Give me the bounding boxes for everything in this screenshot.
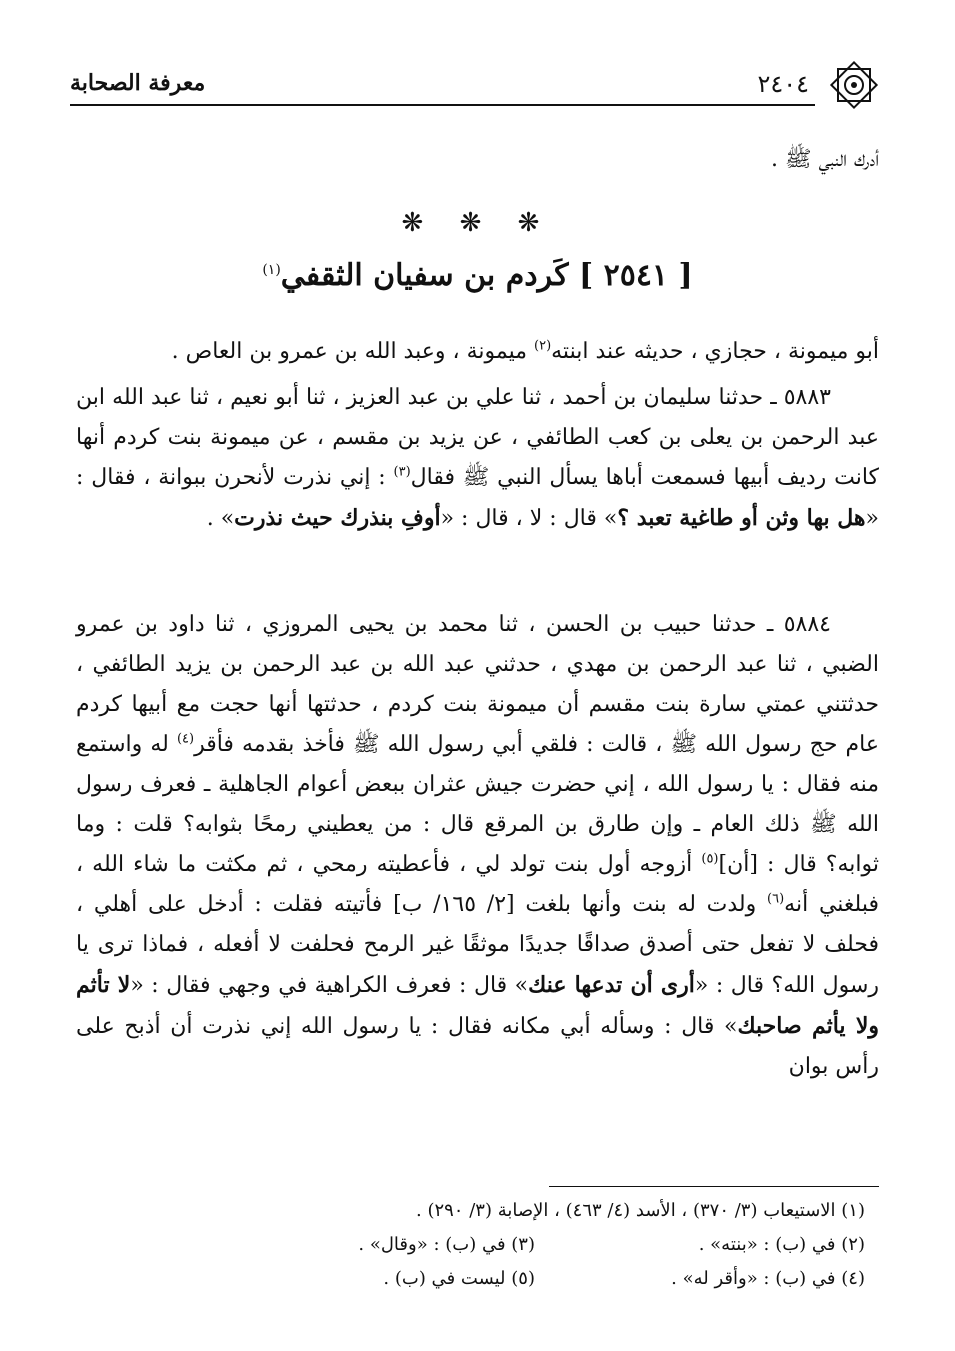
hadith-text: أزوجه أول بنت تولد لي ، فأعطيته رمحي ، ثم مكثت ما شاء الله ، فبلغني أنه xyxy=(76,852,879,917)
header-rule xyxy=(70,104,815,106)
entry-intro xyxy=(76,332,879,372)
running-title: معرفة الصحابة xyxy=(70,70,206,96)
footnotes xyxy=(76,1194,865,1296)
footnote-2: (٢) في (ب) : «بنته» . xyxy=(698,1234,865,1255)
intro-text: أبو ميمونة ، حجازي ، حديثه عند ابنته xyxy=(551,339,879,364)
hadith-text: : إني نذرت لأنحرن ببوانة ، فقال : « xyxy=(76,465,879,531)
hadith-5884 xyxy=(76,605,879,1087)
hadith-text: » قال : لا ، قال : « xyxy=(440,506,618,531)
footnote-row xyxy=(76,1228,865,1262)
footnote-3: (٣) في (ب) : «وقال» . xyxy=(358,1234,535,1255)
footnote-rule xyxy=(549,1186,879,1187)
footnote-ref: (٤) xyxy=(176,731,195,747)
footnote-ref: (٥) xyxy=(701,851,719,867)
footnote-4: (٤) في (ب) : «وأقر له» . xyxy=(671,1268,865,1289)
octagram-ornament-icon xyxy=(827,58,881,112)
prophetic-quote: أوفِ بنذرك حيث نذرت xyxy=(234,505,441,531)
footnote-1: (١) الاستيعاب (٣/ ٣٧٠) ، الأسد (٤/ ٤٦٣) ، الإصابة (٣/ ٢٩٠) . xyxy=(416,1200,865,1221)
hadith-text: » . xyxy=(206,506,235,531)
section-separator: ❋ ❋ ❋ xyxy=(401,208,554,238)
prophetic-quote: هل بها وثن أو طاغية تعبد ؟ xyxy=(617,505,866,531)
prophetic-quote: لا تأثم ولا يأثم صاحبك xyxy=(76,972,880,1039)
footnote-ref: (٦) xyxy=(767,891,785,907)
footnote-row xyxy=(76,1262,865,1296)
hadith-text: له واستمع منه فقال : يا رسول الله ، إني حضرت جيش عثران ببعض أعوام الجاهلية ـ فعرف رسول الله ﷺ ذلك العام ـ وإن طارق بن المرقع قال : من يعطيني رمحًا بثوابه؟ قلت : وما ثوابه؟ قال : [أن] xyxy=(76,732,879,877)
entry-number: [ ٢٥٤١ ] xyxy=(578,258,693,293)
footnote-ref: (٢) xyxy=(534,338,552,354)
footnote-row xyxy=(76,1194,865,1228)
hadith-text: ٥٨٨٤ ـ حدثنا حبيب بن الحسن ، ثنا محمد بن يحيى المروزي ، ثنا داود بن عمرو الضبي ، ثنا عبد الرحمن بن مهدي ، حدثني عبد الله بن عبد الرحمن بن يزيد الطائفي ، حدثتني عمتي سارة بنت مقسم أن ميمونة بنت كردم ، حدثتها أنها حجت مع أبيها كردم عام حج رسول الله ﷺ ، قالت : فلقي أبي رسول الله ﷺ فأخذ بقدمه فأقر xyxy=(76,612,879,757)
intro-text: ميمونة ، وعبد الله بن عمرو بن العاص . xyxy=(171,339,534,364)
hadith-text: » قال : وسأله أبي مكانه فقال : يا رسول الله إني نذرت أن أذبح على رأس بوان xyxy=(76,1014,879,1079)
page-number: ٢٤٠٤ xyxy=(757,70,809,98)
hadith-text: ولدت له بنت وأنها بلغت [٢/ ١٦٥/ ب] فأتيته فقلت : أدخل على أهلي ، فحلف لا تفعل حتى أصدق صداقًا جديدًا موثقًا غير الرمح فحلفت لا أفعله ، فماذا ترى يا رسول الله؟ قال : « xyxy=(76,892,880,998)
hadith-text: » قال : فعرف الكراهية في وجهي فقال : « xyxy=(130,973,529,998)
entry-title xyxy=(0,258,955,293)
prophetic-quote: أرى أن تدعها عنك xyxy=(528,972,695,998)
hadith-5883 xyxy=(76,378,879,539)
continuation-line: أدرك النبي ﷺ . xyxy=(771,147,879,172)
footnote-5: (٥) ليست في (ب) . xyxy=(383,1268,535,1289)
entry-name: كَردم بن سفيان الثقفي xyxy=(280,258,569,293)
page-header xyxy=(70,58,885,118)
footnote-ref: (٣) xyxy=(393,464,411,480)
footnote-ref: (١) xyxy=(262,262,281,278)
hadith-text: ٥٨٨٣ ـ حدثنا سليمان بن أحمد ، ثنا علي بن عبد العزيز ، ثنا أبو نعيم ، ثنا عبد الله ابن عبد الرحمن بن يعلى بن كعب الطائفي ، عن يزيد بن مقسم ، عن ميمونة بنت كردم أنها كانت رديف أبيها فسمعت أباها يسأل النبي ﷺ فقال xyxy=(76,385,880,490)
